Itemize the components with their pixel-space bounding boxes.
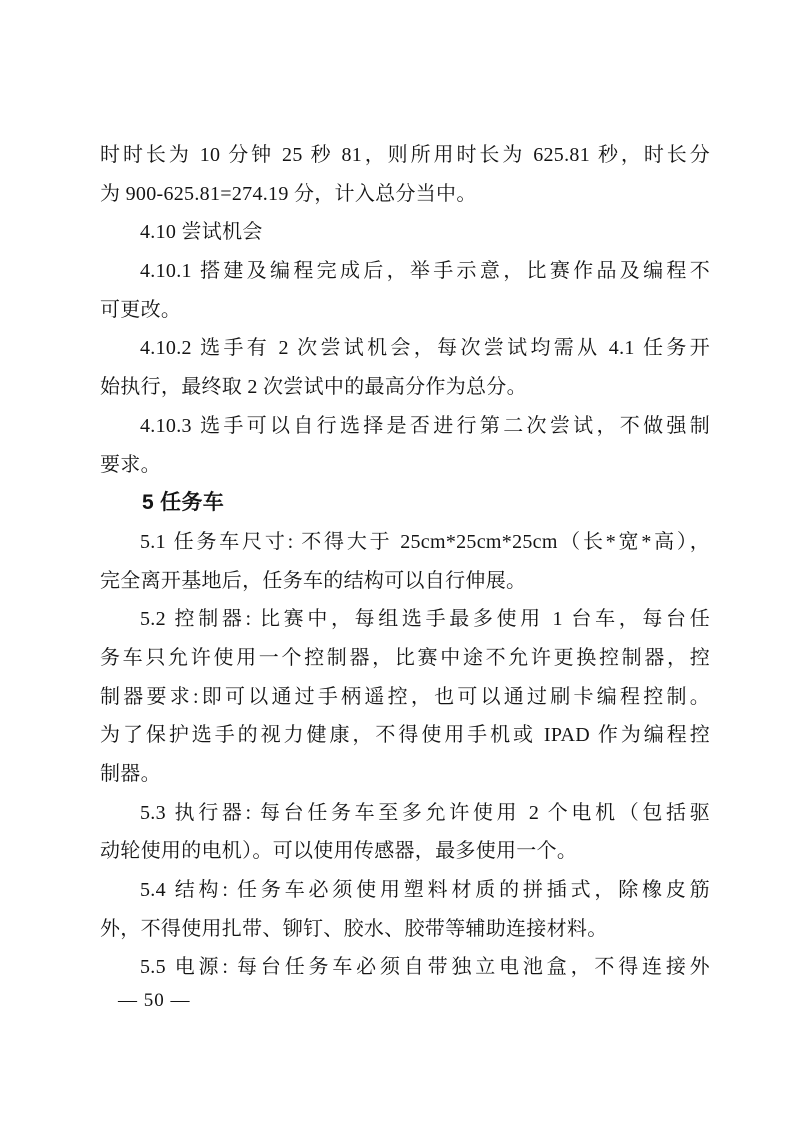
- text-line: 4.10.3 选手可以自行选择是否进行第二次尝试，不做强制: [140, 414, 710, 437]
- page-number-label: — 50 —: [118, 990, 191, 1011]
- text-line: 为了保护选手的视力健康，不得使用手机或 IPAD 作为编程控: [100, 724, 710, 747]
- text-line: 5.3 执行器: 每台任务车至多允许使用 2 个电机（包括驱: [140, 801, 710, 824]
- text-line: 4.10.2 选手有 2 次尝试机会，每次尝试均需从 4.1 任务开: [140, 337, 710, 360]
- text-lines: [100, 136, 710, 987]
- text-line: 完全离开基地后，任务车的结构可以自行伸展。: [100, 569, 527, 592]
- text-line: 5 任务车: [142, 491, 225, 515]
- text-line: 时时长为 10 分钟 25 秒 81，则所用时长为 625.81 秒，时长分: [100, 144, 710, 166]
- text-line: 务车只允许使用一个控制器，比赛中途不允许更换控制器，控: [100, 646, 710, 669]
- page-number: [118, 988, 191, 1014]
- text-line: 可更改。: [100, 298, 182, 321]
- text-line: 5.1 任务车尺寸: 不得大于 25cm*25cm*25cm（长*宽*高），: [140, 530, 710, 553]
- text-line: 为 900-625.81=274.19 分，计入总分当中。: [100, 182, 477, 205]
- text-line: 始执行，最终取 2 次尝试中的最高分作为总分。: [100, 376, 527, 399]
- text-line: 要求。: [100, 453, 161, 476]
- text-line: 5.2 控制器: 比赛中，每组选手最多使用 1 台车，每台任: [140, 608, 710, 631]
- text-line: 5.4 结构: 任务车必须使用塑料材质的拼插式，除橡皮筋: [140, 879, 710, 902]
- text-line: 动轮使用的电机）。可以使用传感器，最多使用一个。: [100, 840, 578, 863]
- text-line: 外，不得使用扎带、铆钉、胶水、胶带等辅助连接材料。: [100, 917, 608, 940]
- document-body: [100, 136, 710, 987]
- text-line: 制器要求:即可以通过手柄遥控，也可以通过刷卡编程控制。: [100, 685, 710, 708]
- text-line: 4.10 尝试机会: [140, 221, 263, 244]
- text-line: 4.10.1 搭建及编程完成后，举手示意，比赛作品及编程不: [140, 260, 710, 283]
- text-line: 制器。: [100, 763, 161, 785]
- text-line: 5.5 电源: 每台任务车必须自带独立电池盒，不得连接外: [140, 956, 710, 979]
